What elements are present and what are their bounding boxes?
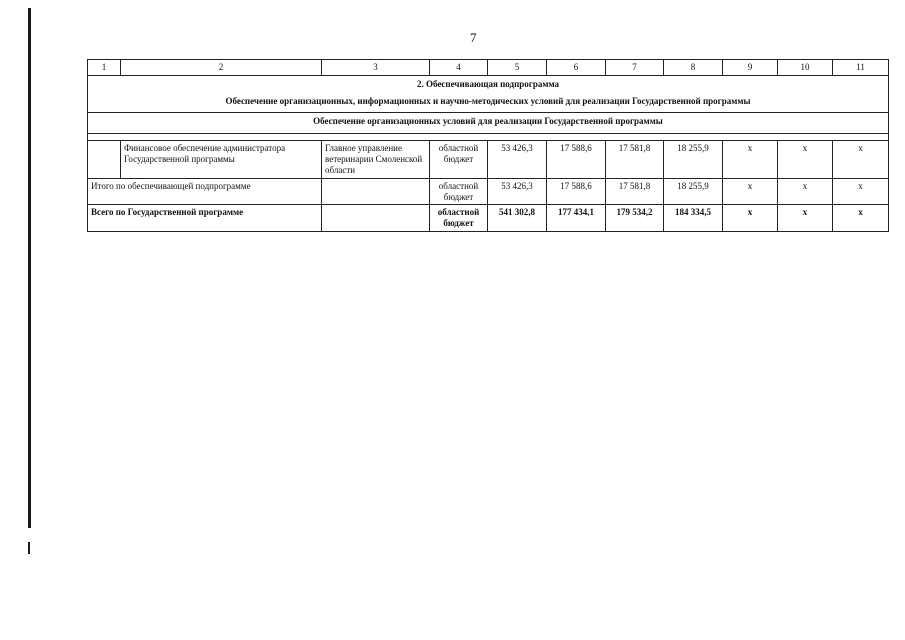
section-title: 2. Обеспечивающая подпрограмма	[416, 78, 560, 89]
column-number: 8	[664, 60, 723, 76]
grand-total-label: Всего по Государственной программе	[88, 205, 322, 232]
subtotal-row	[88, 178, 889, 205]
column-number: 1	[88, 60, 121, 76]
grand-total-row	[88, 205, 889, 232]
budget-table	[87, 59, 889, 232]
column-number: 11	[833, 60, 889, 76]
year1-cell: 17 588,6	[547, 141, 606, 178]
indicator-cell: х	[723, 205, 778, 232]
year3-cell: 184 334,5	[664, 205, 723, 232]
column-number: 7	[606, 60, 664, 76]
subsection-title: Обеспечение организационных условий для реализации Государственной программы	[88, 113, 889, 134]
year2-cell: 17 581,8	[606, 178, 664, 205]
year1-cell: 177 434,1	[547, 205, 606, 232]
page-number: 7	[470, 30, 477, 45]
column-number: 9	[723, 60, 778, 76]
executor-cell	[322, 205, 430, 232]
indicator-cell: х	[778, 178, 833, 205]
indicator-cell: х	[723, 178, 778, 205]
left-margin-rule	[28, 8, 31, 528]
subtotal-label: Итого по обеспечивающей подпрограмме	[88, 178, 322, 205]
indicator-cell: х	[778, 205, 833, 232]
funding-source-cell: областной бюджет	[430, 141, 488, 178]
year1-cell: 17 588,6	[547, 178, 606, 205]
indicator-cell: х	[833, 205, 889, 232]
column-number-row	[88, 60, 889, 76]
total-cell: 53 426,3	[488, 178, 547, 205]
indicator-cell: х	[833, 141, 889, 178]
column-number: 4	[430, 60, 488, 76]
column-number: 3	[322, 60, 430, 76]
column-number: 6	[547, 60, 606, 76]
column-number: 5	[488, 60, 547, 76]
measure-name-cell: Финансовое обеспечение администратора Государственной программы	[121, 141, 322, 178]
spacer-row	[88, 134, 889, 141]
year2-cell: 179 534,2	[606, 205, 664, 232]
executor-cell: Главное управление ветеринарии Смоленской области	[322, 141, 430, 178]
indicator-cell: х	[778, 141, 833, 178]
year2-cell: 17 581,8	[606, 141, 664, 178]
total-cell: 541 302,8	[488, 205, 547, 232]
section-heading-row	[88, 75, 889, 113]
left-margin-mark	[28, 542, 30, 554]
subsection-heading-row	[88, 113, 889, 134]
year3-cell: 18 255,9	[664, 178, 723, 205]
column-number: 2	[121, 60, 322, 76]
indicator-cell: х	[723, 141, 778, 178]
row-index-cell	[88, 141, 121, 178]
funding-source-cell: областной бюджет	[430, 178, 488, 205]
funding-source-cell: областной бюджет	[430, 205, 488, 232]
year3-cell: 18 255,9	[664, 141, 723, 178]
indicator-cell: х	[833, 178, 889, 205]
table-row	[88, 141, 889, 178]
section-subtitle: Обеспечение организационных, информационных и научно-методических условий для реализации Государственной программы	[225, 95, 751, 106]
executor-cell	[322, 178, 430, 205]
column-number: 10	[778, 60, 833, 76]
total-cell: 53 426,3	[488, 141, 547, 178]
